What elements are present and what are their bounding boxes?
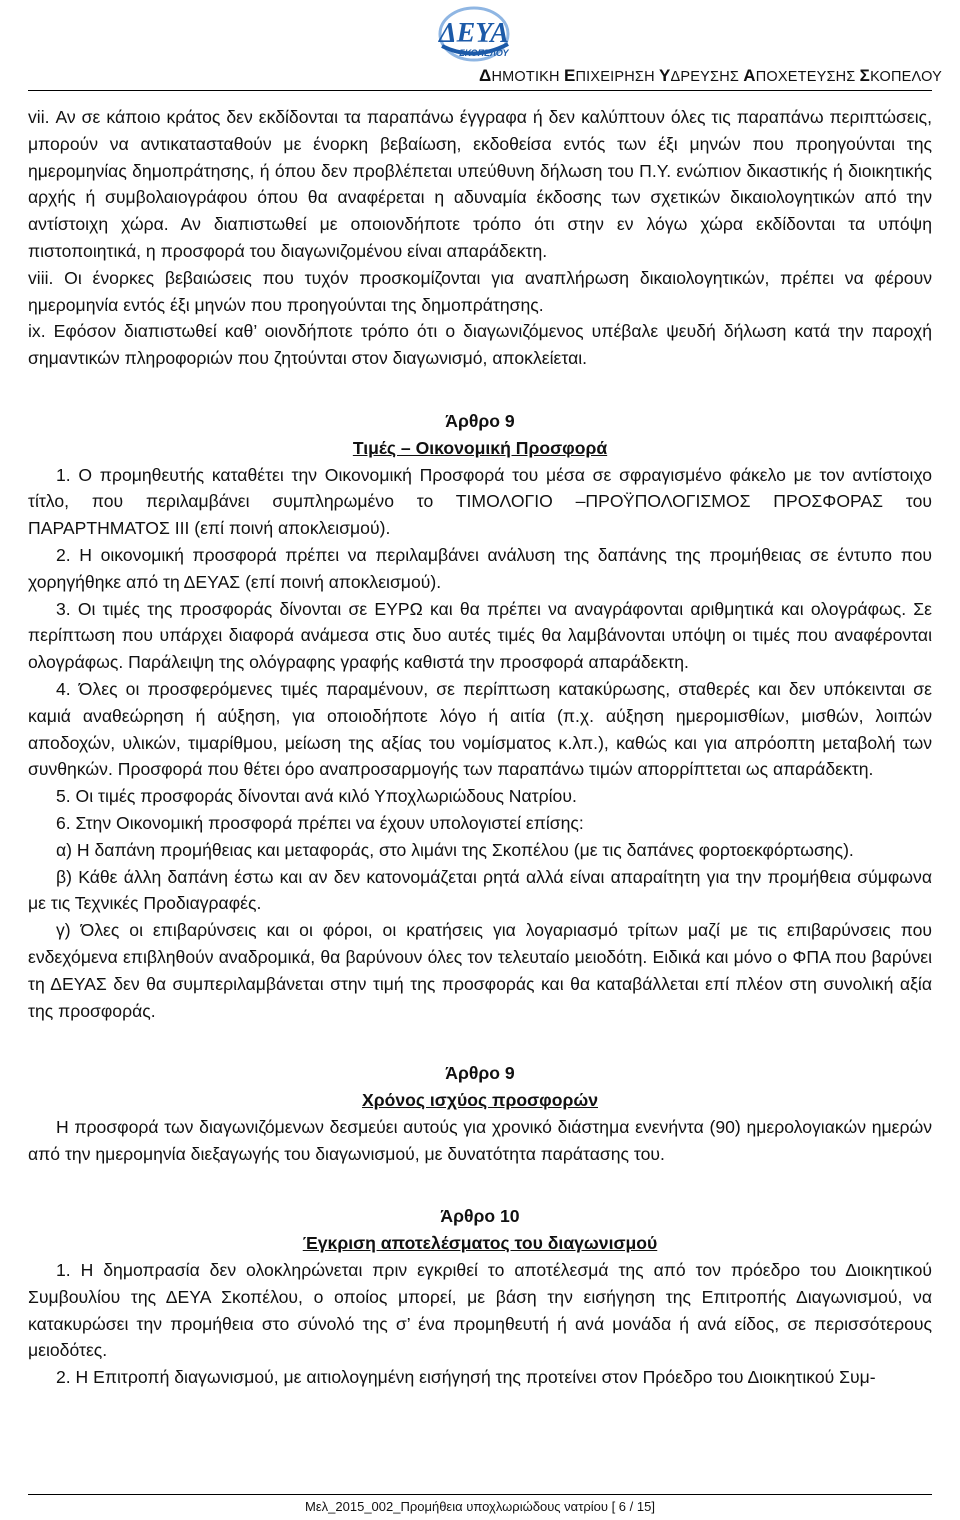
item-ix: ix. Εφόσον διαπιστωθεί καθ’ οιονδήποτε τρόπο ότι ο διαγωνιζόμενος υπέβαλε ψευδή δήλωση κατά την παροχή σημαντικών πληροφοριών που ζητούνται στον διαγωνισμό, αποκλείεται.	[28, 321, 932, 369]
document-body	[28, 104, 932, 1391]
article-10-heading: Άρθρο 10	[440, 1206, 520, 1227]
article-10-subtitle: Έγκριση αποτελέσματος του διαγωνισμού	[302, 1233, 658, 1254]
organization-name	[0, 66, 942, 86]
org-initial-3: Υ	[658, 66, 671, 85]
org-initial-2: Ε	[563, 66, 576, 85]
deya-logo-graphic	[412, 4, 536, 66]
page-footer: Μελ_2015_002_Προμήθεια υποχλωριώδους νατρίου [ 6 / 15]	[305, 1499, 655, 1514]
item-vii: vii. Αν σε κάποιο κράτος δεν εκδίδονται τα παραπάνω έγγραφα ή δεν καλύπτουν όλες τις παραπάνω περιπτώσεις, μπορούν να αντικατασταθούν με ένορκη βεβαίωση, εκδοθείσα εντός των έξι μηνών που προηγούνται της ημερομηνίας δημοπράτησης, ή όπου δεν προβλέπεται υπεύθυνη δήλωση του Π.Υ. ενώπιον δικαστικής ή διοικητικής αρχής ή συμβολαιογράφου όπου θα αναφέρεται η αδυναμία έκδοσης των σχετικών δικαιολογητικών από την αντίστοιχη χώρα. Αν διαπιστωθεί με οποιονδήποτε τρόπο ότι στην εν λόγω χώρα εκδίδονται τα υπόψη πιστοποιητικά, η προσφορά του διαγωνιζομένου είναι απαράδεκτη.	[28, 107, 932, 261]
article-9-paragraph-6: 6. Στην Οικονομική προσφορά πρέπει να έχουν υπολογιστεί επίσης:	[56, 812, 584, 833]
org-word-3: ΔΡΕΥΣΗΣ	[670, 69, 744, 85]
article-9b-subtitle: Χρόνος ισχύος προσφορών	[361, 1090, 598, 1111]
page-header	[0, 0, 960, 90]
article-9-item-c: γ) Όλες οι επιβαρύνσεις και οι φόροι, οι κρατήσεις για λογαριασμό τρίτων μαζί με τις επιβαρύνσεις που ενδεχόμενα επιβληθούν αναδρομικά, θα βαρύνουν όλες τον τελευταίο μειοδότη. Ειδικά και μόνο ο ΦΠΑ που βαρύνει τη ΔΕΥΑΣ δεν θα συμπεριλαμβάνεται στην τιμή της προσφοράς και θα καταβάλλεται επί πλέον στη συνολική αξία της προσφοράς.	[28, 920, 932, 1021]
article-9-paragraph-3: 3. Οι τιμές της προσφοράς δίνονται σε ΕΥΡΩ και θα πρέπει να αναγράφονται αριθμητικά και ολογράφως. Σε περίπτωση που υπάρχει διαφορά ανάμεσα στις δυο αυτές τιμές θα λαμβάνονται υπόψη οι τιμές που αναφέρονται ολογράφως. Παράλειψη της ολόγραφης γραφής καθιστά την προσφορά απαράδεκτη.	[28, 598, 932, 673]
org-initial-1: Δ	[479, 66, 492, 85]
article-9-subtitle: Τιμές – Οικονομική Προσφορά	[352, 437, 608, 458]
article-9-heading: Άρθρο 9	[445, 410, 515, 431]
article-9-paragraph-2: 2. Η οικονομική προσφορά πρέπει να περιλαμβάνει ανάλυση της δαπάνης της προμήθειας σε έντυπο που χορηγήθηκε από τη ΔΕΥΑΣ (επί ποινή αποκλεισμού).	[28, 544, 932, 592]
org-word-2: ΠΙΧΕΙΡΗΣΗ	[575, 69, 659, 85]
deya-logo	[412, 4, 536, 66]
item-viii: viii. Οι ένορκες βεβαιώσεις που τυχόν προσκομίζονται για αναπλήρωση δικαιολογητικών, πρέπει να φέρουν ημερομηνία εντός έξι μηνών που προηγούνται της δημοπράτησης.	[28, 267, 932, 315]
org-initial-4: Α	[743, 66, 756, 85]
org-word-5: ΚΟΠΕΛΟΥ	[870, 69, 942, 85]
org-word-1: ΗΜΟΤΙΚΗ	[491, 69, 564, 85]
article-9-paragraph-5: 5. Οι τιμές προσφοράς δίνονται ανά κιλό Υποχλωριώδους Νατρίου.	[56, 786, 577, 807]
article-10-paragraph-2: 2. Η Επιτροπή διαγωνισμού, με αιτιολογημένη εισήγησή της προτείνει στον Πρόεδρο του Διοικητικού Συμ-	[56, 1367, 876, 1388]
org-word-4: ΠΟΧΕΤΕΥΣΗΣ	[755, 69, 860, 85]
logo-wordmark: ΔΕΥΑ	[439, 18, 509, 49]
article-9-item-b: β) Κάθε άλλη δαπάνη έστω και αν δεν κατονομάζεται ρητά αλλά είναι απαραίτητη για την προμήθεια σύμφωνα με τις Τεχνικές Προδιαγραφές.	[28, 866, 932, 914]
article-9-item-a: α) Η δαπάνη προμήθειας και μεταφοράς, στο λιμάνι της Σκοπέλου (με τις δαπάνες φορτοεκφόρτωσης).	[56, 839, 854, 860]
article-10-paragraph-1: 1. Η δημοπρασία δεν ολοκληρώνεται πριν εγκριθεί το αποτέλεσμά της από τον πρόεδρο του Διοικητικού Συμβουλίου της ΔΕΥΑ Σκοπέλου, ο οποίος μπορεί, με βάση την εισήγηση της Επιτροπής Διαγωνισμού, να κατακυρώσει την προμήθεια στο σύνολό της σ’ ένα προμηθευτή ή ανά μονάδα ή ανά είδος, σε περισσότερους μειοδότες.	[28, 1260, 932, 1361]
article-9-paragraph-4: 4. Όλες οι προσφερόμενες τιμές παραμένουν, σε περίπτωση κατακύρωσης, σταθερές και δεν υπόκεινται σε καμιά αναθεώρηση ή αύξηση, για οποιοδήποτε λόγο ή αιτία (π.χ. αύξηση ημερομισθίων, μισθών, λοιπών αποδοχών, υλικών, τιμαρίθμου, μείωση της αξίας του νομίσματος κ.λπ.), καθώς και για απρόοπτη μεταβολή των συνθηκών. Προσφορά που θέτει όρο αναπροσαρμογής των παραπάνω τιμών απορρίπτεται ως απαράδεκτη.	[28, 678, 932, 780]
header-divider	[28, 90, 932, 91]
logo-subtext: ΣΚΟΠΕΛΟΥ	[459, 48, 509, 58]
article-9b-paragraph-1: Η προσφορά των διαγωνιζόμενων δεσμεύει αυτούς για χρονικό διάστημα ενενήντα (90) ημερολογιακών ημερών από την ημερομηνία διεξαγωγής του διαγωνισμού, με δυνατότητα παράτασης του.	[28, 1116, 932, 1164]
org-initial-5: Σ	[859, 66, 871, 85]
article-9b-heading: Άρθρο 9	[445, 1063, 515, 1084]
article-9-paragraph-1: 1. Ο προμηθευτής καταθέτει την Οικονομική Προσφορά του μέσα σε σφραγισμένο φάκελο με τον αντίστοιχο τίτλο, που περιλαμβάνει συμπληρωμένο το ΤΙΜΟΛΟΓΙΟ –ΠΡΟΫΠΟΛΟΓΙΣΜΟΣ ΠΡΟΣΦΟΡΑΣ του ΠΑΡΑΡΤΗΜΑΤΟΣ ΙΙΙ (επί ποινή αποκλεισμού).	[28, 464, 932, 539]
footer-divider	[28, 1494, 932, 1495]
